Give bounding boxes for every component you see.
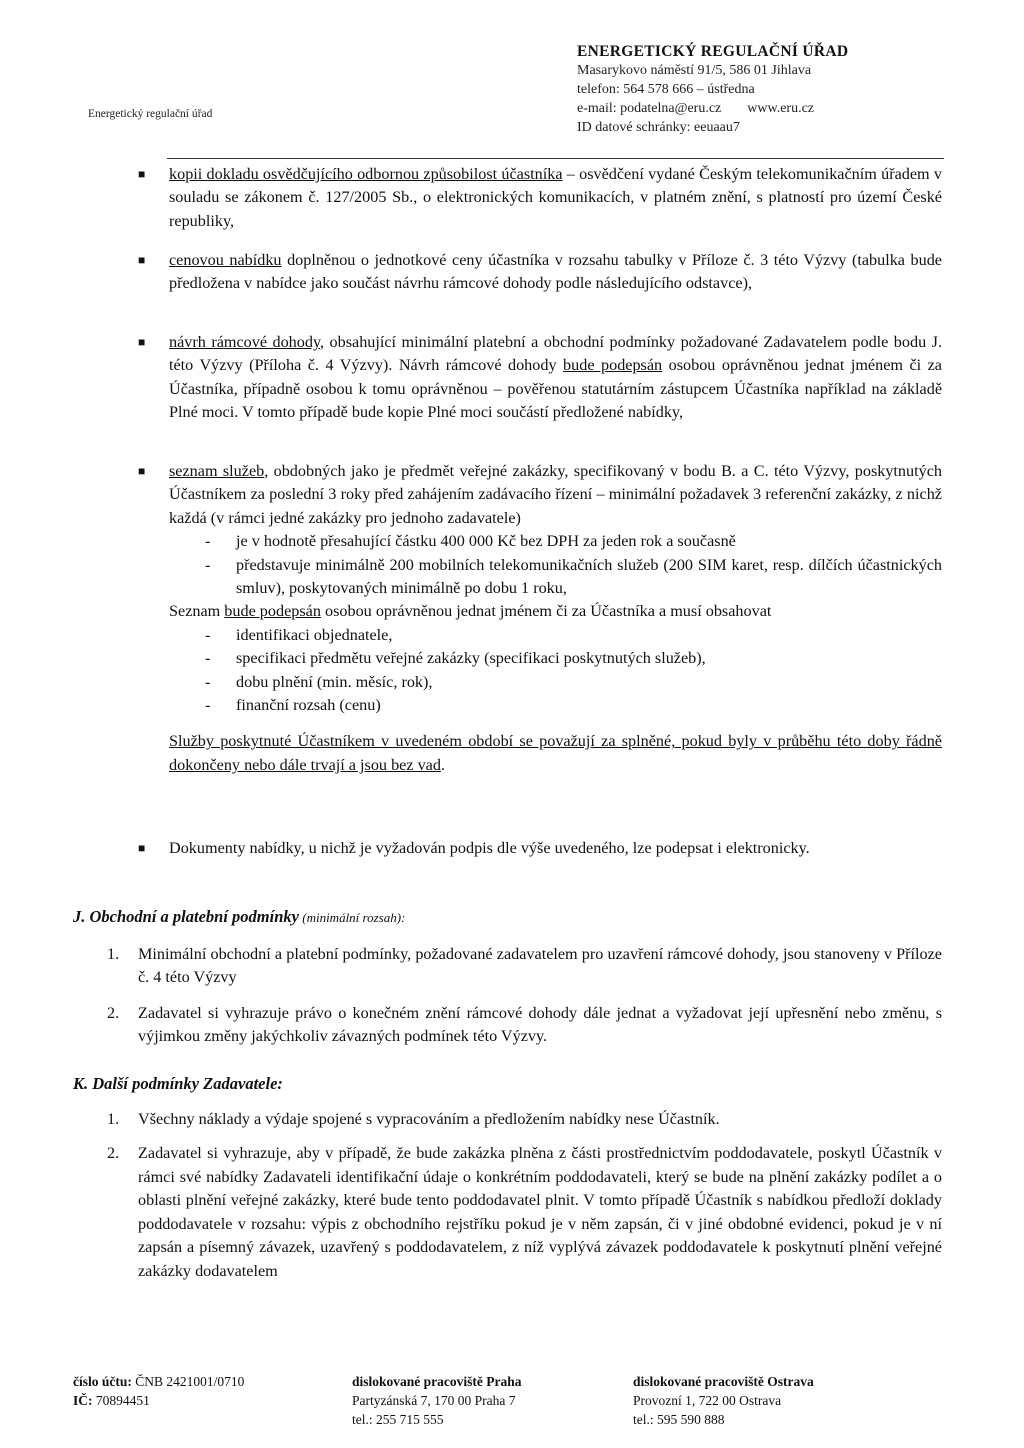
dash-item: - finanční rozsah (cenu) — [205, 696, 381, 715]
underlined-term: bude podepsán — [563, 356, 663, 375]
bullet-marker: ■ — [138, 841, 146, 855]
underlined-term: návrh rámcové dohody — [169, 333, 321, 351]
bullet-text: – osvědčení vydané Českým telekomunikačním úřadem v souladu se zákonem č. 127/2005 Sb., o elektronických komunikacích, v platném znění, s platností pro území České republiky, — [169, 165, 942, 230]
section-j-item-2: Zadavatel si vyhrazuje právo o konečném znění rámcové dohody dále jednat a vyžadovat její upřesnění nebo změnu, s výjimkou změny jakýchkoliv závazných podmínek této Výzvy. — [138, 1004, 942, 1046]
item-number: 2. — [107, 1004, 120, 1022]
dash-item: - představuje minimálně 200 mobilních telekomunikačních služeb (200 SIM karet, resp. dílčích účastnických smluv), poskytovaných minimálně po dobu 1 roku, — [205, 555, 942, 598]
item-number: 1. — [107, 945, 120, 963]
underlined-term: Služby poskytnuté Účastníkem v uvedeném období se považují za splněné, pokud byly v průběhu této doby řádně dokončeny nebo dále trvají a jsou bez vad — [169, 732, 942, 774]
dash-item: - je v hodnotě přesahující částku 400 000 Kč bez DPH za jeden rok a současně — [205, 532, 736, 551]
footer-office-address: Provozní 1, 722 00 Ostrava — [633, 1393, 782, 1408]
footer-praha — [352, 1372, 522, 1429]
header-contact-block — [577, 42, 848, 137]
footer-ostrava — [633, 1372, 814, 1429]
dash-item: - dobu plnění (min. měsíc, rok), — [205, 672, 433, 691]
underlined-term: cenovou nabídku — [169, 251, 282, 269]
footer-value: 70894451 — [92, 1393, 150, 1408]
dash-text: dobu plnění (min. měsíc, rok), — [236, 672, 433, 691]
footer-office-phone: tel.: 255 715 555 — [352, 1412, 444, 1427]
header-org-short: Energetický regulační úřad — [88, 108, 213, 120]
underlined-term: kopii dokladu osvědčujícího odbornou způsobilost účastníka — [169, 165, 563, 183]
bullet-text: , obsahující minimální platební a obchodní podmínky požadované Zadavatelem podle bodu J. této Výzvy (Příloha č. 4 Výzvy). Návrh rámcové dohody — [169, 333, 942, 375]
header-divider — [167, 158, 944, 159]
footer-office-phone: tel.: 595 590 888 — [633, 1412, 725, 1427]
bullet-marker: ■ — [138, 253, 146, 267]
dash-text: je v hodnotě přesahující částku 400 000 Kč bez DPH za jeden rok a současně — [236, 532, 736, 551]
dash-item: - identifikaci objednatele, — [205, 625, 393, 644]
dash-text: identifikaci objednatele, — [236, 625, 393, 644]
paragraph-text: . — [440, 755, 445, 774]
bullet-text: osobou oprávněnou jednat jménem či za Účastníka, případně osobou k tomu oprávněnou – pověřenou statutárním zástupcem Účastníka například na základě Plné moci. V tomto případě bude kopie Plné moci součástí předložené nabídky, — [169, 356, 942, 422]
header-email-web — [577, 99, 848, 118]
services-note — [169, 730, 942, 777]
bullet-item-qualification — [169, 163, 942, 233]
header-phone: telefon: 564 578 666 – ústředna — [577, 82, 755, 97]
footer-value: ČNB 2421001/0710 — [131, 1374, 245, 1389]
dash-item: - specifikaci předmětu veřejné zakázky (specifikaci poskytnutých služeb), — [205, 649, 706, 668]
bullet-marker: ■ — [138, 335, 146, 349]
footer-label: číslo účtu: — [73, 1374, 132, 1389]
header-email: e-mail: podatelna@eru.cz — [577, 101, 722, 116]
list-signature-paragraph — [169, 600, 942, 623]
bullet-item-price-offer — [169, 249, 942, 296]
header-org-name: ENERGETICKÝ REGULAČNÍ ÚŘAD — [577, 43, 849, 60]
bullet-paragraph — [169, 460, 942, 530]
dash-text: představuje minimálně 200 mobilních telekomunikačních služeb (200 SIM karet, resp. dílčích účastnických smluv), poskytovaných minimálně po dobu 1 roku, — [236, 555, 942, 598]
footer-office-title: dislokované pracoviště Ostrava — [633, 1374, 814, 1389]
item-number: 2. — [107, 1144, 120, 1162]
bullet-text: , obdobných jako je předmět veřejné zakázky, specifikovaný v bodu B. a C. této Výzvy, poskytnutých Účastníkem za poslední 3 roky před zahájením zadávacího řízení – minimální požadavek 3 referenční zakázky, z nichž každá (v rámci jedné zakázky pro jednoho zadavatele) — [169, 462, 942, 527]
bullet-item-framework-agreement — [169, 331, 942, 425]
header-address: Masarykovo náměstí 91/5, 586 01 Jihlava — [577, 63, 812, 78]
item-number: 1. — [107, 1110, 120, 1128]
paragraph-text: osobou oprávněnou jednat jménem či za Účastníka a musí obsahovat — [320, 602, 772, 621]
dash-text: specifikaci předmětu veřejné zakázky (specifikaci poskytnutých služeb), — [236, 649, 706, 668]
underlined-term: bude podepsán — [224, 602, 321, 621]
section-k-item-1: Všechny náklady a výdaje spojené s vypracováním a předložením nabídky nese Účastník. — [138, 1110, 720, 1128]
footer-bank — [73, 1372, 244, 1410]
bullet-marker: ■ — [138, 464, 146, 478]
header-web: www.eru.cz — [747, 101, 814, 116]
header-databox: ID datové schránky: eeuaau7 — [577, 120, 740, 135]
section-heading-j — [73, 907, 405, 927]
section-heading-k: K. Další podmínky Zadavatele: — [73, 1074, 283, 1093]
paragraph-text: Seznam — [169, 602, 225, 621]
section-j-item-1: Minimální obchodní a platební podmínky, požadované zadavatelem pro uzavření rámcové dohody, jsou stanoveny v Příloze č. 4 této Výzvy — [138, 945, 942, 987]
footer-account — [73, 1372, 244, 1391]
bullet-item-electronic-signature: Dokumenty nabídky, u nichž je vyžadován podpis dle výše uvedeného, lze podepsat i elektronicky. — [169, 839, 810, 857]
bullet-item-service-list — [169, 460, 942, 777]
heading-note: (minimální rozsah): — [298, 910, 406, 925]
heading-text: J. Obchodní a platební podmínky — [73, 907, 299, 926]
footer-office-title: dislokované pracoviště Praha — [352, 1374, 522, 1389]
section-k-item-2: Zadavatel si vyhrazuje, aby v případě, že bude zakázka plněna z části prostřednictvím poddodavatele, poskytl Účastník v rámci své nabídky Zadavateli identifikační údaje o konkrétním poddodavateli, který se bude na plnění zakázky podílet a o oblasti plnění veřejné zakázky, které bude tento poddodavatel plnit. V tomto případě Účastník s nabídkou předloží doklady poddodavatele v rozsahu: výpis z obchodního rejstříku pokud je v něm zapsán, či v jiné obdobné evidenci, pokud je v ní zapsán a písemný závazek, uzavřený s poddodavatelem, z níž vyplývá závazek poddodavatele k poskytnutí plnění veřejné zakázky dodavatelem — [138, 1144, 942, 1280]
footer-label: IČ: — [73, 1393, 93, 1408]
bullet-text: doplněnou o jednotkové ceny účastníka v rozsahu tabulky v Příloze č. 3 této Výzvy (tabulka bude předložena v nabídce jako součást návrhu rámcové dohody podle následujícího odstavce), — [169, 251, 942, 293]
bullet-marker: ■ — [138, 167, 146, 181]
footer-ic — [73, 1391, 244, 1410]
underlined-term: seznam služeb — [169, 462, 265, 480]
dash-text: finanční rozsah (cenu) — [236, 696, 381, 715]
footer-office-address: Partyzánská 7, 170 00 Praha 7 — [352, 1393, 516, 1408]
